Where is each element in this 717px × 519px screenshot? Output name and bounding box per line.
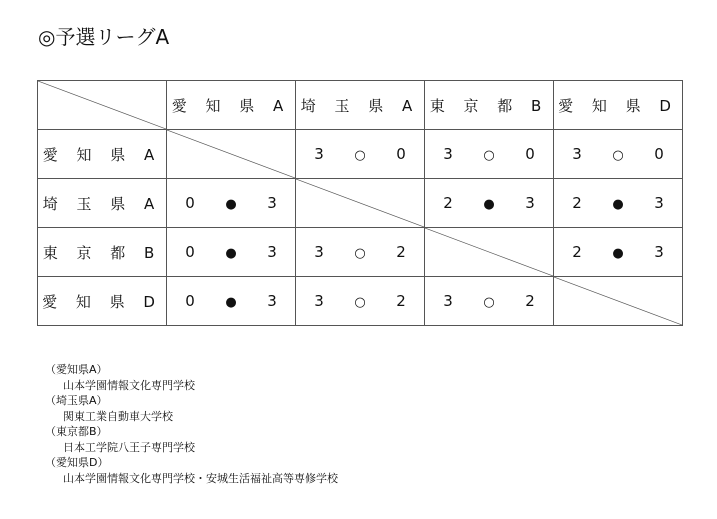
note-team: （愛知県A）: [45, 363, 108, 376]
note-team: （埼玉県A）: [45, 394, 108, 407]
note-school: 山本学園情報文化専門学校・安城生活福祉高等専修学校: [63, 471, 338, 485]
score-cell: 3 ○ 2: [296, 228, 425, 277]
note-team: （東京都B）: [45, 425, 108, 438]
page-title: ◎予選リーグA: [38, 25, 170, 49]
col-header: 愛 知 県 D: [554, 81, 683, 130]
school-notes: [45, 362, 338, 486]
col-header: 東 京 都 B: [425, 81, 554, 130]
header-row: [38, 81, 683, 130]
row-header: 東 京 都 B: [38, 228, 167, 277]
score-cell: 3 ○ 0: [554, 130, 683, 179]
col-header: 埼 玉 県 A: [296, 81, 425, 130]
table-row: [38, 130, 683, 179]
row-header: 愛 知 県 A: [38, 130, 167, 179]
row-header: 埼 玉 県 A: [38, 179, 167, 228]
league-table: [37, 80, 683, 326]
self-match-cell: [554, 277, 683, 326]
row-header: 愛 知 県 D: [38, 277, 167, 326]
score-cell: 0 ● 3: [167, 277, 296, 326]
note-school: 日本工学院八王子専門学校: [63, 440, 195, 454]
score-cell: 3 ○ 2: [425, 277, 554, 326]
table-row: [38, 179, 683, 228]
note-school: 関東工業自動車大学校: [63, 409, 173, 423]
self-match-cell: [296, 179, 425, 228]
col-header: 愛 知 県 A: [167, 81, 296, 130]
table-row: [38, 277, 683, 326]
score-cell: 0 ● 3: [167, 228, 296, 277]
note-school: 山本学園情報文化専門学校: [63, 378, 195, 392]
note-team: （愛知県D）: [45, 456, 109, 469]
score-cell: 2 ● 3: [554, 228, 683, 277]
score-cell: 3 ○ 2: [296, 277, 425, 326]
table-row: [38, 228, 683, 277]
self-match-cell: [167, 130, 296, 179]
score-cell: 3 ○ 0: [425, 130, 554, 179]
self-match-cell: [425, 228, 554, 277]
score-cell: 2 ● 3: [425, 179, 554, 228]
corner-cell: [38, 81, 167, 130]
score-cell: 3 ○ 0: [296, 130, 425, 179]
score-cell: 0 ● 3: [167, 179, 296, 228]
score-cell: 2 ● 3: [554, 179, 683, 228]
